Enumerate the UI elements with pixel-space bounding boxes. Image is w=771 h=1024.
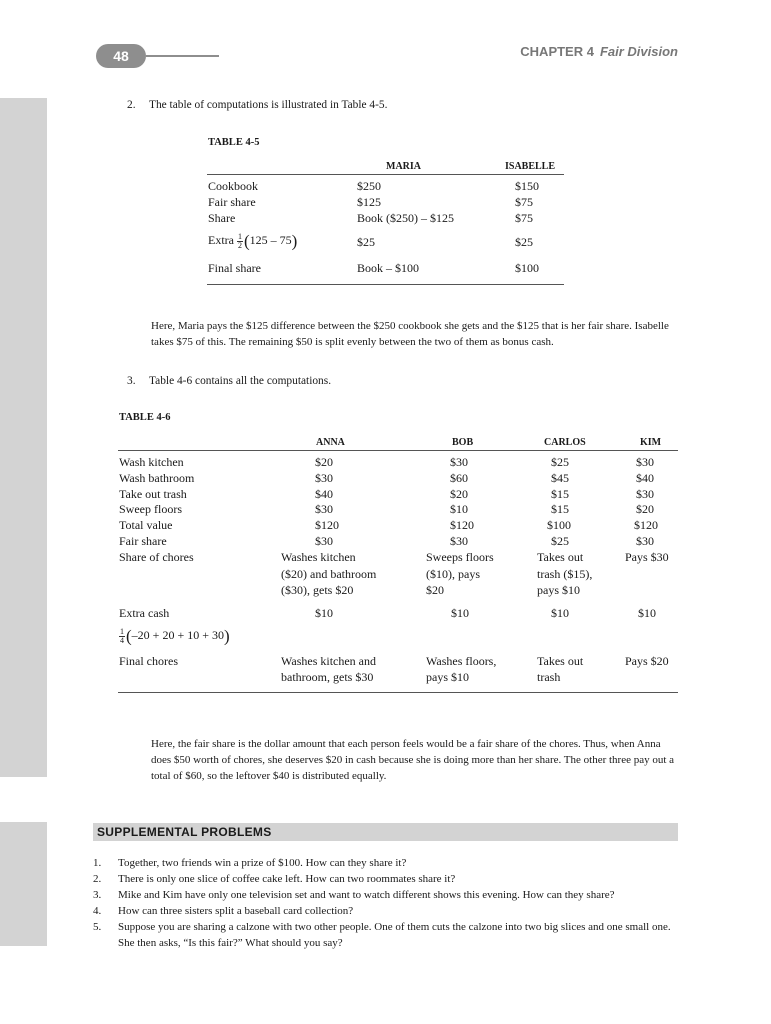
t46-anna-share: ($30), gets $20 [281,583,354,597]
t46-carlos-final: trash [537,670,561,684]
t45-header-rule [207,174,564,175]
t46-anna-final: Washes kitchen and [281,654,377,668]
item-number: 3. [127,375,136,387]
list-item [93,919,678,951]
t46-carlos-share: pays $10 [537,583,580,597]
t46-carlos-cell: $25 [551,534,569,548]
t46-kim-extra: $10 [638,606,656,620]
t46-anna-cell: $30 [315,534,333,548]
fraction-denominator: 2 [238,240,242,250]
t46-kim-cell: $30 [636,534,654,548]
t46-bob-final: Washes floors, [426,654,497,668]
t46-anna-cell: $30 [315,502,333,516]
t46-bob-final: pays $10 [426,670,469,684]
t46-header-carlos: CARLOS [544,437,586,448]
t46-row-label: Take out trash [119,487,187,501]
t46-bob-cell: $20 [450,487,468,501]
t46-kim-final: Pays $20 [625,654,669,668]
t46-bottom-rule [118,692,678,693]
t45-label: Final share [208,261,261,275]
list-item [93,871,678,887]
t45-maria: $250 [357,179,381,193]
list-item [93,887,678,903]
t46-bob-cell: $30 [450,455,468,469]
item-text: There is only one slice of coffee cake left. How can two roommates share it? [118,873,456,885]
page-number-badge: 48 [96,44,146,68]
item-number: 1. [93,857,102,869]
sidebar-tab-lower [0,822,47,946]
supplemental-problems-header: SUPPLEMENTAL PROBLEMS [93,823,678,841]
chapter-title: Fair Division [599,44,678,59]
item-number: 2. [93,873,102,885]
item-text: Together, two friends win a prize of $100. How can they share it? [118,857,407,869]
item-2 [127,97,387,113]
t46-row-label: Total value [119,518,173,532]
t45-isabelle: $100 [515,261,539,275]
paragraph-4-6: Here, the fair share is the dollar amount that each person feels would be a fair share of the chores. Thus, when Anna does $50 worth of chores, she deserves $20 in cash because she is doing more than her share. The other three pay out a total of $60, so the leftover $40 is distributed equally. [151,738,675,782]
page-number-rule [146,55,219,57]
list-item [93,855,678,871]
t46-row-label-extra: Extra cash [119,606,170,620]
t46-bob-cell: $120 [450,518,474,532]
t46-row-label: Sweep floors [119,502,182,516]
t46-carlos-cell: $15 [551,502,569,516]
t46-anna-share: ($20) and bathroom [281,567,377,581]
fraction-denominator: 4 [120,635,124,645]
chapter-heading [430,44,678,59]
t45-extra-expression: 125 – 75 [249,233,292,247]
table-4-6-title: TABLE 4-6 [119,412,171,423]
t46-kim-cell: $20 [636,502,654,516]
t45-isabelle: $75 [515,195,533,209]
t46-header-rule [118,450,678,451]
t45-label: Fair share [208,195,256,209]
t45-header-isabelle: ISABELLE [505,161,556,172]
item-text: Suppose you are sharing a calzone with two other people. One of them cuts the calzone into two big slices and one small one. She then asks, “Is this fair?” What should you say? [118,921,671,949]
t46-kim-cell: $40 [636,471,654,485]
t46-bob-cell: $10 [450,502,468,516]
t46-anna-cell: $20 [315,455,333,469]
item-number: 3. [93,889,102,901]
table-4-5-title: TABLE 4-5 [208,137,260,148]
t46-anna-extra: $10 [315,606,333,620]
t46-kim-cell: $30 [636,455,654,469]
t46-row-label: Wash kitchen [119,455,184,469]
t46-row-label: Share of chores [119,550,194,564]
t45-label-extra: Extra $\frac{1}{2}$ (125 – 75) [208,231,298,251]
t45-label: Share [208,211,236,225]
sidebar-tab-upper [0,98,47,777]
t46-carlos-cell: $25 [551,455,569,469]
item-number: 5. [93,921,102,933]
item-text: Table 4-6 contains all the computations. [149,375,332,387]
supplemental-list [93,855,678,951]
list-item [93,903,678,919]
t46-extra-fraction [119,628,125,645]
fraction-numerator: 1 [238,231,242,241]
paragraph-4-5: Here, Maria pays the $125 difference between the $250 cookbook she gets and the $125 that is her fair share. Isabelle takes $75 of this. The remaining $50 is split evenly between the two of them as bonus cash. [151,320,669,348]
t45-header-maria: MARIA [386,161,421,172]
t46-carlos-cell: $45 [551,471,569,485]
t46-row-label: Fair share [119,534,167,548]
t46-bob-share: Sweeps floors [426,550,494,564]
t45-maria: $25 [357,235,375,249]
t45-maria: $125 [357,195,381,209]
t46-anna-cell: $30 [315,471,333,485]
t46-header-kim: KIM [640,437,662,448]
t46-anna-cell: $120 [315,518,339,532]
t46-carlos-cell: $15 [551,487,569,501]
t45-extra-fraction [237,233,243,250]
t45-isabelle: $25 [515,235,533,249]
item-number: 4. [93,905,102,917]
t46-header-anna: ANNA [316,437,345,448]
t46-bob-share: ($10), pays [426,567,480,581]
item-text: The table of computations is illustrated in Table 4-5. [149,99,388,111]
fraction-numerator: 1 [120,626,124,636]
t46-header-bob: BOB [452,437,474,448]
item-3 [127,373,331,389]
item-text: How can three sisters split a baseball card collection? [118,905,354,917]
t46-kim-cell: $30 [636,487,654,501]
t45-bottom-rule [207,284,564,285]
t45-isabelle: $75 [515,211,533,225]
t46-row-label-final: Final chores [119,654,178,668]
item-number: 2. [127,99,136,111]
t46-bob-cell: $60 [450,471,468,485]
item-text: Mike and Kim have only one television set and want to watch different shows this evening. How can they share? [118,889,615,901]
t45-maria: Book ($250) – $125 [357,211,454,225]
t46-kim-share: Pays $30 [625,550,669,564]
t46-carlos-final: Takes out [537,654,584,668]
t45-extra-label: Extra [208,233,234,247]
t46-carlos-share: trash ($15), [537,567,593,581]
t46-extra-expression: –20 + 20 + 10 + 30 [131,628,224,642]
t45-maria: Book – $100 [357,261,420,275]
t46-bob-extra: $10 [451,606,469,620]
t46-anna-share: Washes kitchen [281,550,356,564]
t46-carlos-share: Takes out [537,550,584,564]
t46-bob-cell: $30 [450,534,468,548]
t45-isabelle: $150 [515,179,539,193]
t46-carlos-cell: $100 [547,518,571,532]
t46-kim-cell: $120 [634,518,658,532]
t46-anna-final: bathroom, gets $30 [281,670,374,684]
t46-anna-cell: $40 [315,487,333,501]
t46-row-label: Wash bathroom [119,471,195,485]
chapter-label: CHAPTER 4 [520,44,594,59]
t46-extra-formula: $\frac{1}{4}$ (–20 + 20 + 10 + 30) [120,626,230,646]
t46-bob-share: $20 [426,583,444,597]
t46-carlos-extra: $10 [551,606,569,620]
t45-label: Cookbook [208,179,259,193]
